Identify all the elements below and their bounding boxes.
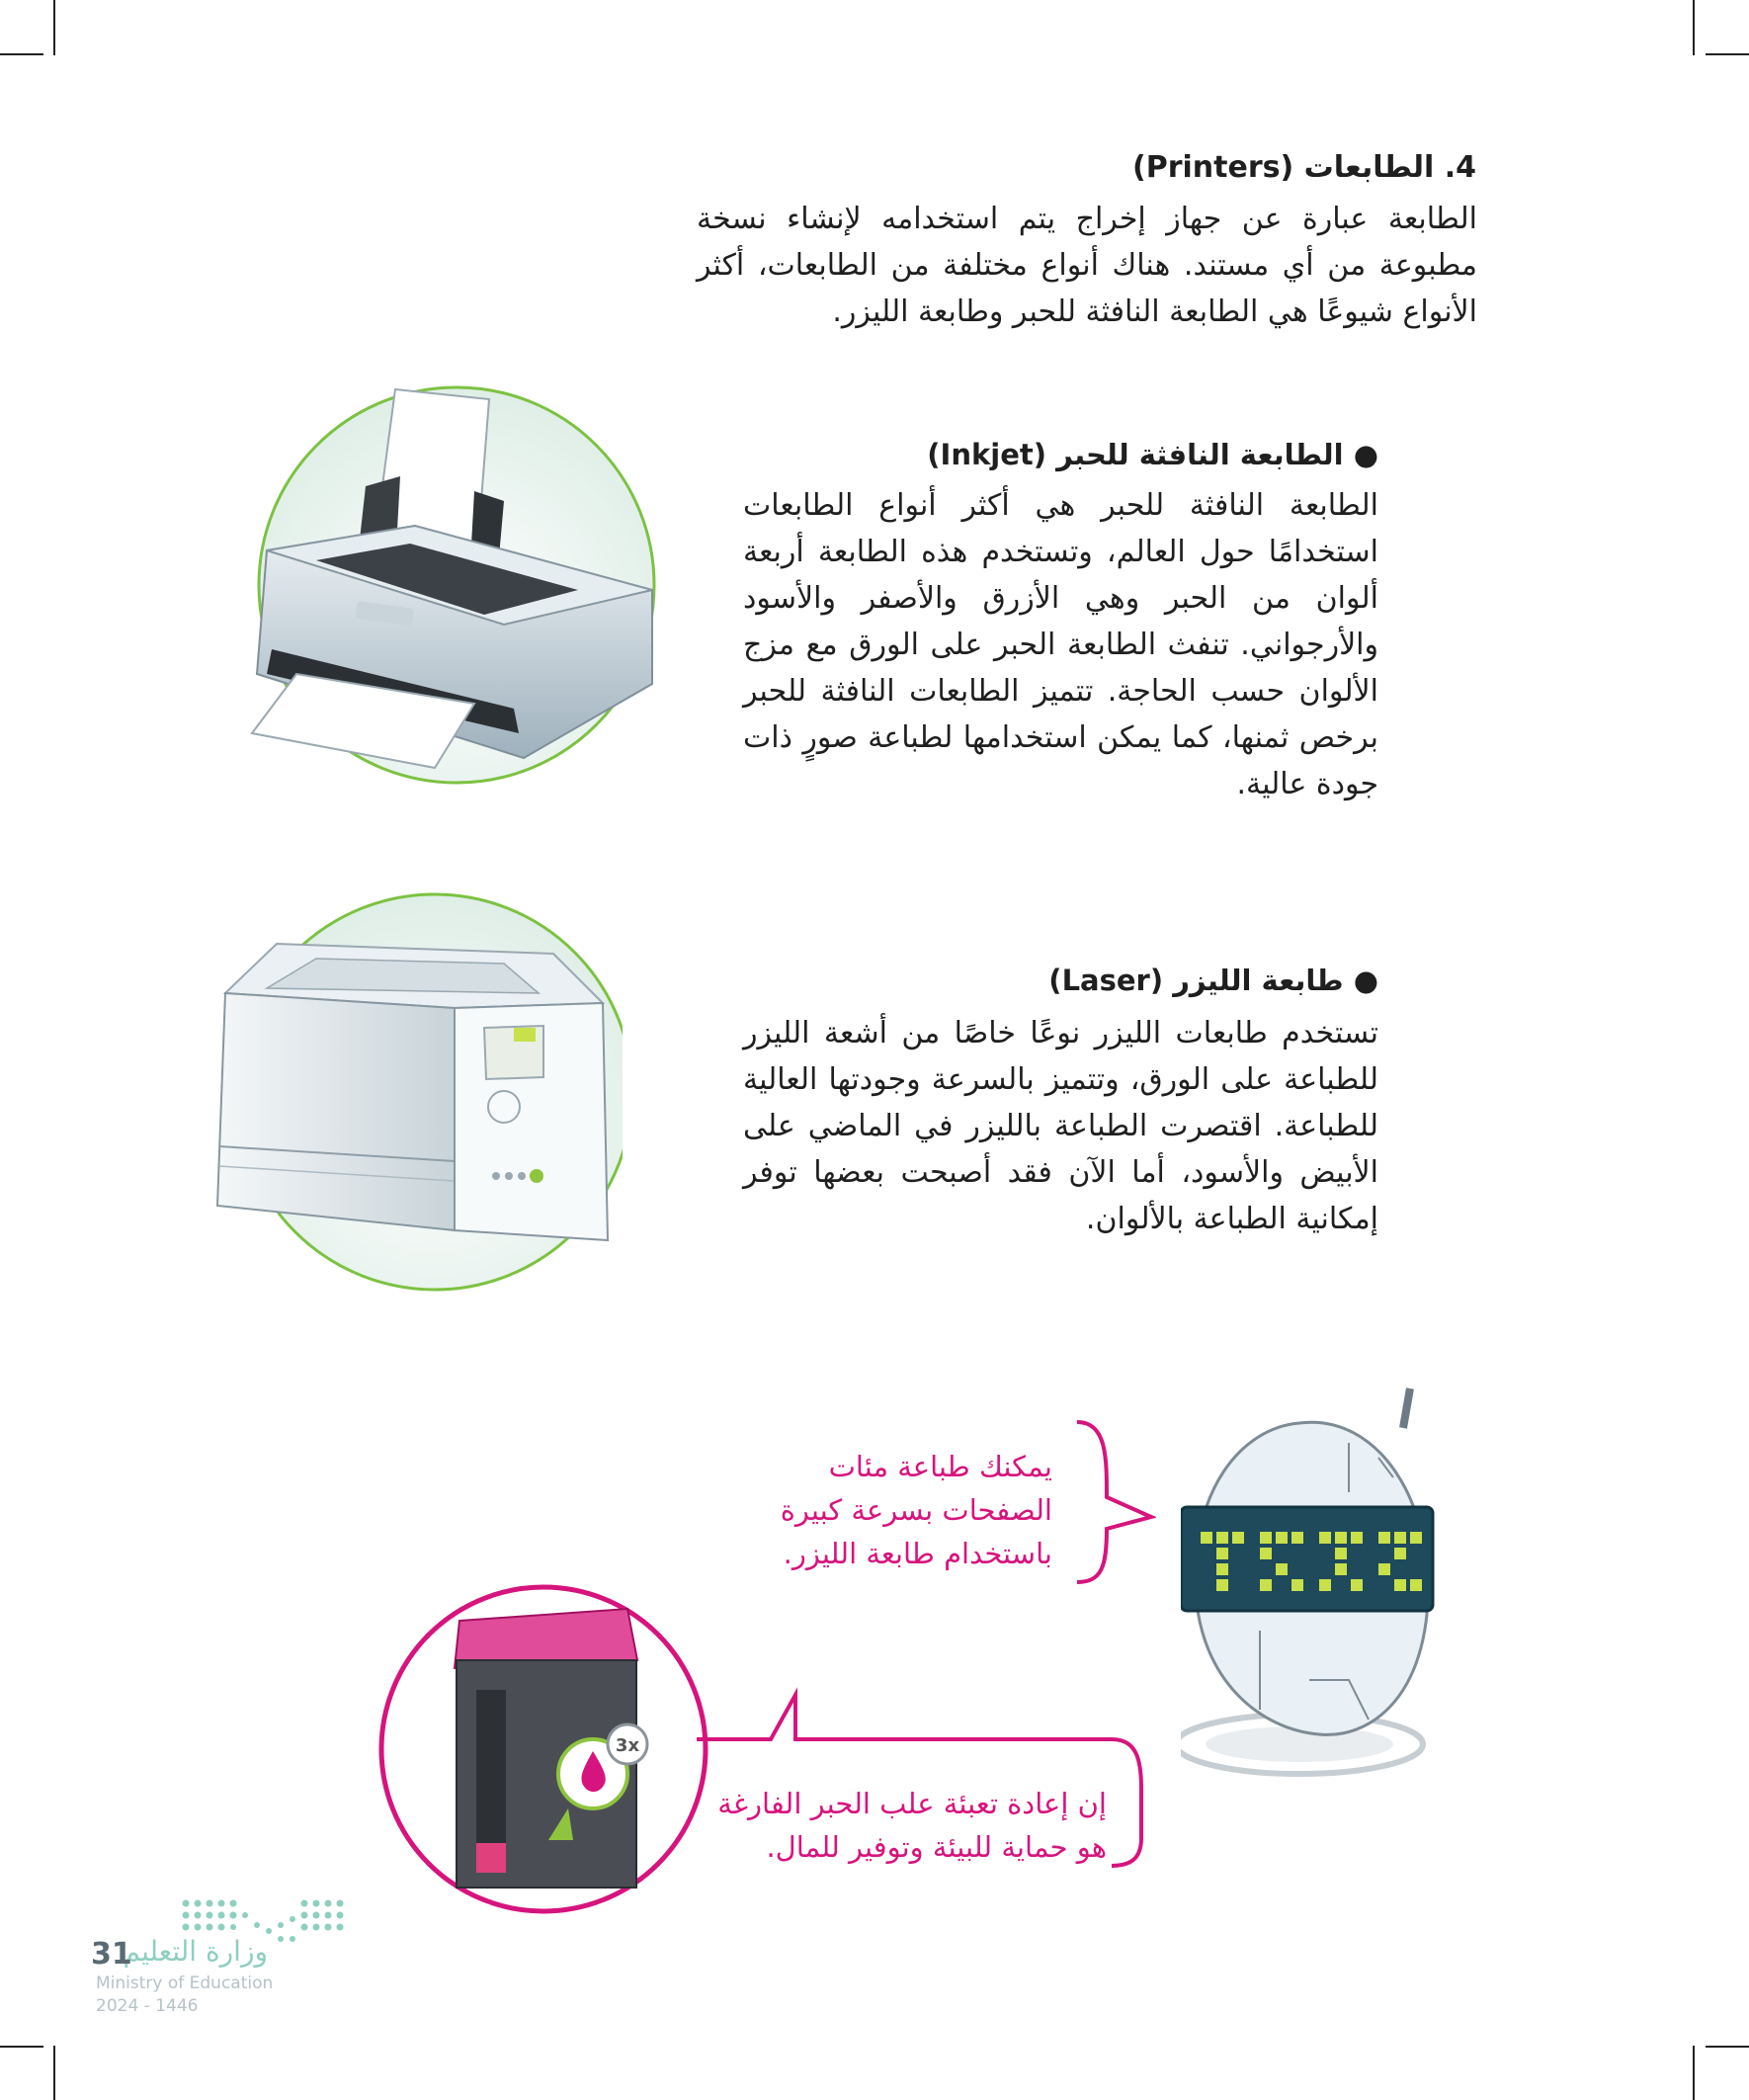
ink-tip-text: إن إعادة تعبئة علب الحبر الفارغة هو حماية للبيئة وتوفير للمال. — [717, 1787, 1107, 1864]
crop-mark — [1693, 2046, 1695, 2100]
crop-mark — [0, 2046, 43, 2048]
ink-cartridge-illustration — [375, 1581, 711, 1917]
bullet-dot-icon: ● — [1343, 964, 1378, 997]
section-heading: 4. الطابعات (Printers) — [1131, 150, 1476, 185]
laser-tip-text: يمكنك طباعة مئات الصفحات بسرعة كبيرة باستخدام طابعة الليزر. — [780, 1450, 1052, 1570]
laser-printer-illustration — [208, 880, 623, 1314]
inkjet-body: الطابعة النافثة للحبر هي أكثر أنواع الطابعات استخدامًا حول العالم، وتستخدم هذه الطابعة أربعة ألوان من الحبر وهي الأزرق والأصفر والأسود والأرجواني. تنفث الطابعة الحبر على الورق مع مزج الألوان حسب الحاجة. تتميز الطابعات النافثة للحبر برخص ثمنها، كما يمكن استخدامها لطباعة صورٍ ذات جودة عالية. — [743, 488, 1378, 801]
page-number: 31 — [91, 1937, 132, 1972]
crop-mark — [0, 53, 43, 55]
inkjet-title — [889, 435, 1378, 474]
crop-mark — [53, 0, 55, 55]
bullet-dot-icon: ● — [1343, 438, 1378, 471]
section-intro: الطابعة عبارة عن جهاز إخراج يتم استخدامه لإنشاء نسخة مطبوعة من أي مستند. هناك أنواع مختلفة من الطابعات، أكثر الأنواع شيوعًا هي الطابعة النافثة للحبر وطابعة الليزر. — [697, 202, 1477, 329]
ministry-name-ar: وزارة التعليم — [123, 1935, 268, 1968]
laser-title — [889, 961, 1378, 1000]
footer-year: 2024 - 1446 — [96, 1996, 199, 2016]
inkjet-title-text: الطابعة النافثة للحبر (Inkjet) — [927, 438, 1344, 471]
laser-body: تستخدم طابعات الليزر نوعًا خاصًا من أشعة الليزر للطباعة على الورق، وتتميز بالسرعة وجودتها العالية للطباعة. اقتصرت الطباعة بالليزر في الماضي على الأبيض والأسود، أما الآن فقد أصبحت بعضها توفر إمكانية الطباعة بالألوان. — [743, 1016, 1378, 1236]
crop-mark — [53, 2046, 55, 2100]
crop-mark — [1706, 53, 1749, 55]
crop-mark — [1693, 0, 1695, 55]
crop-mark — [1706, 2046, 1749, 2048]
laser-title-text: طابعة الليزر (Laser) — [1048, 964, 1344, 997]
inkjet-printer-illustration — [237, 378, 662, 802]
ministry-name-en: Ministry of Education — [96, 1974, 274, 1993]
robot-illustration — [1181, 1384, 1438, 1779]
cartridge-badge: 3x — [615, 1735, 640, 1756]
